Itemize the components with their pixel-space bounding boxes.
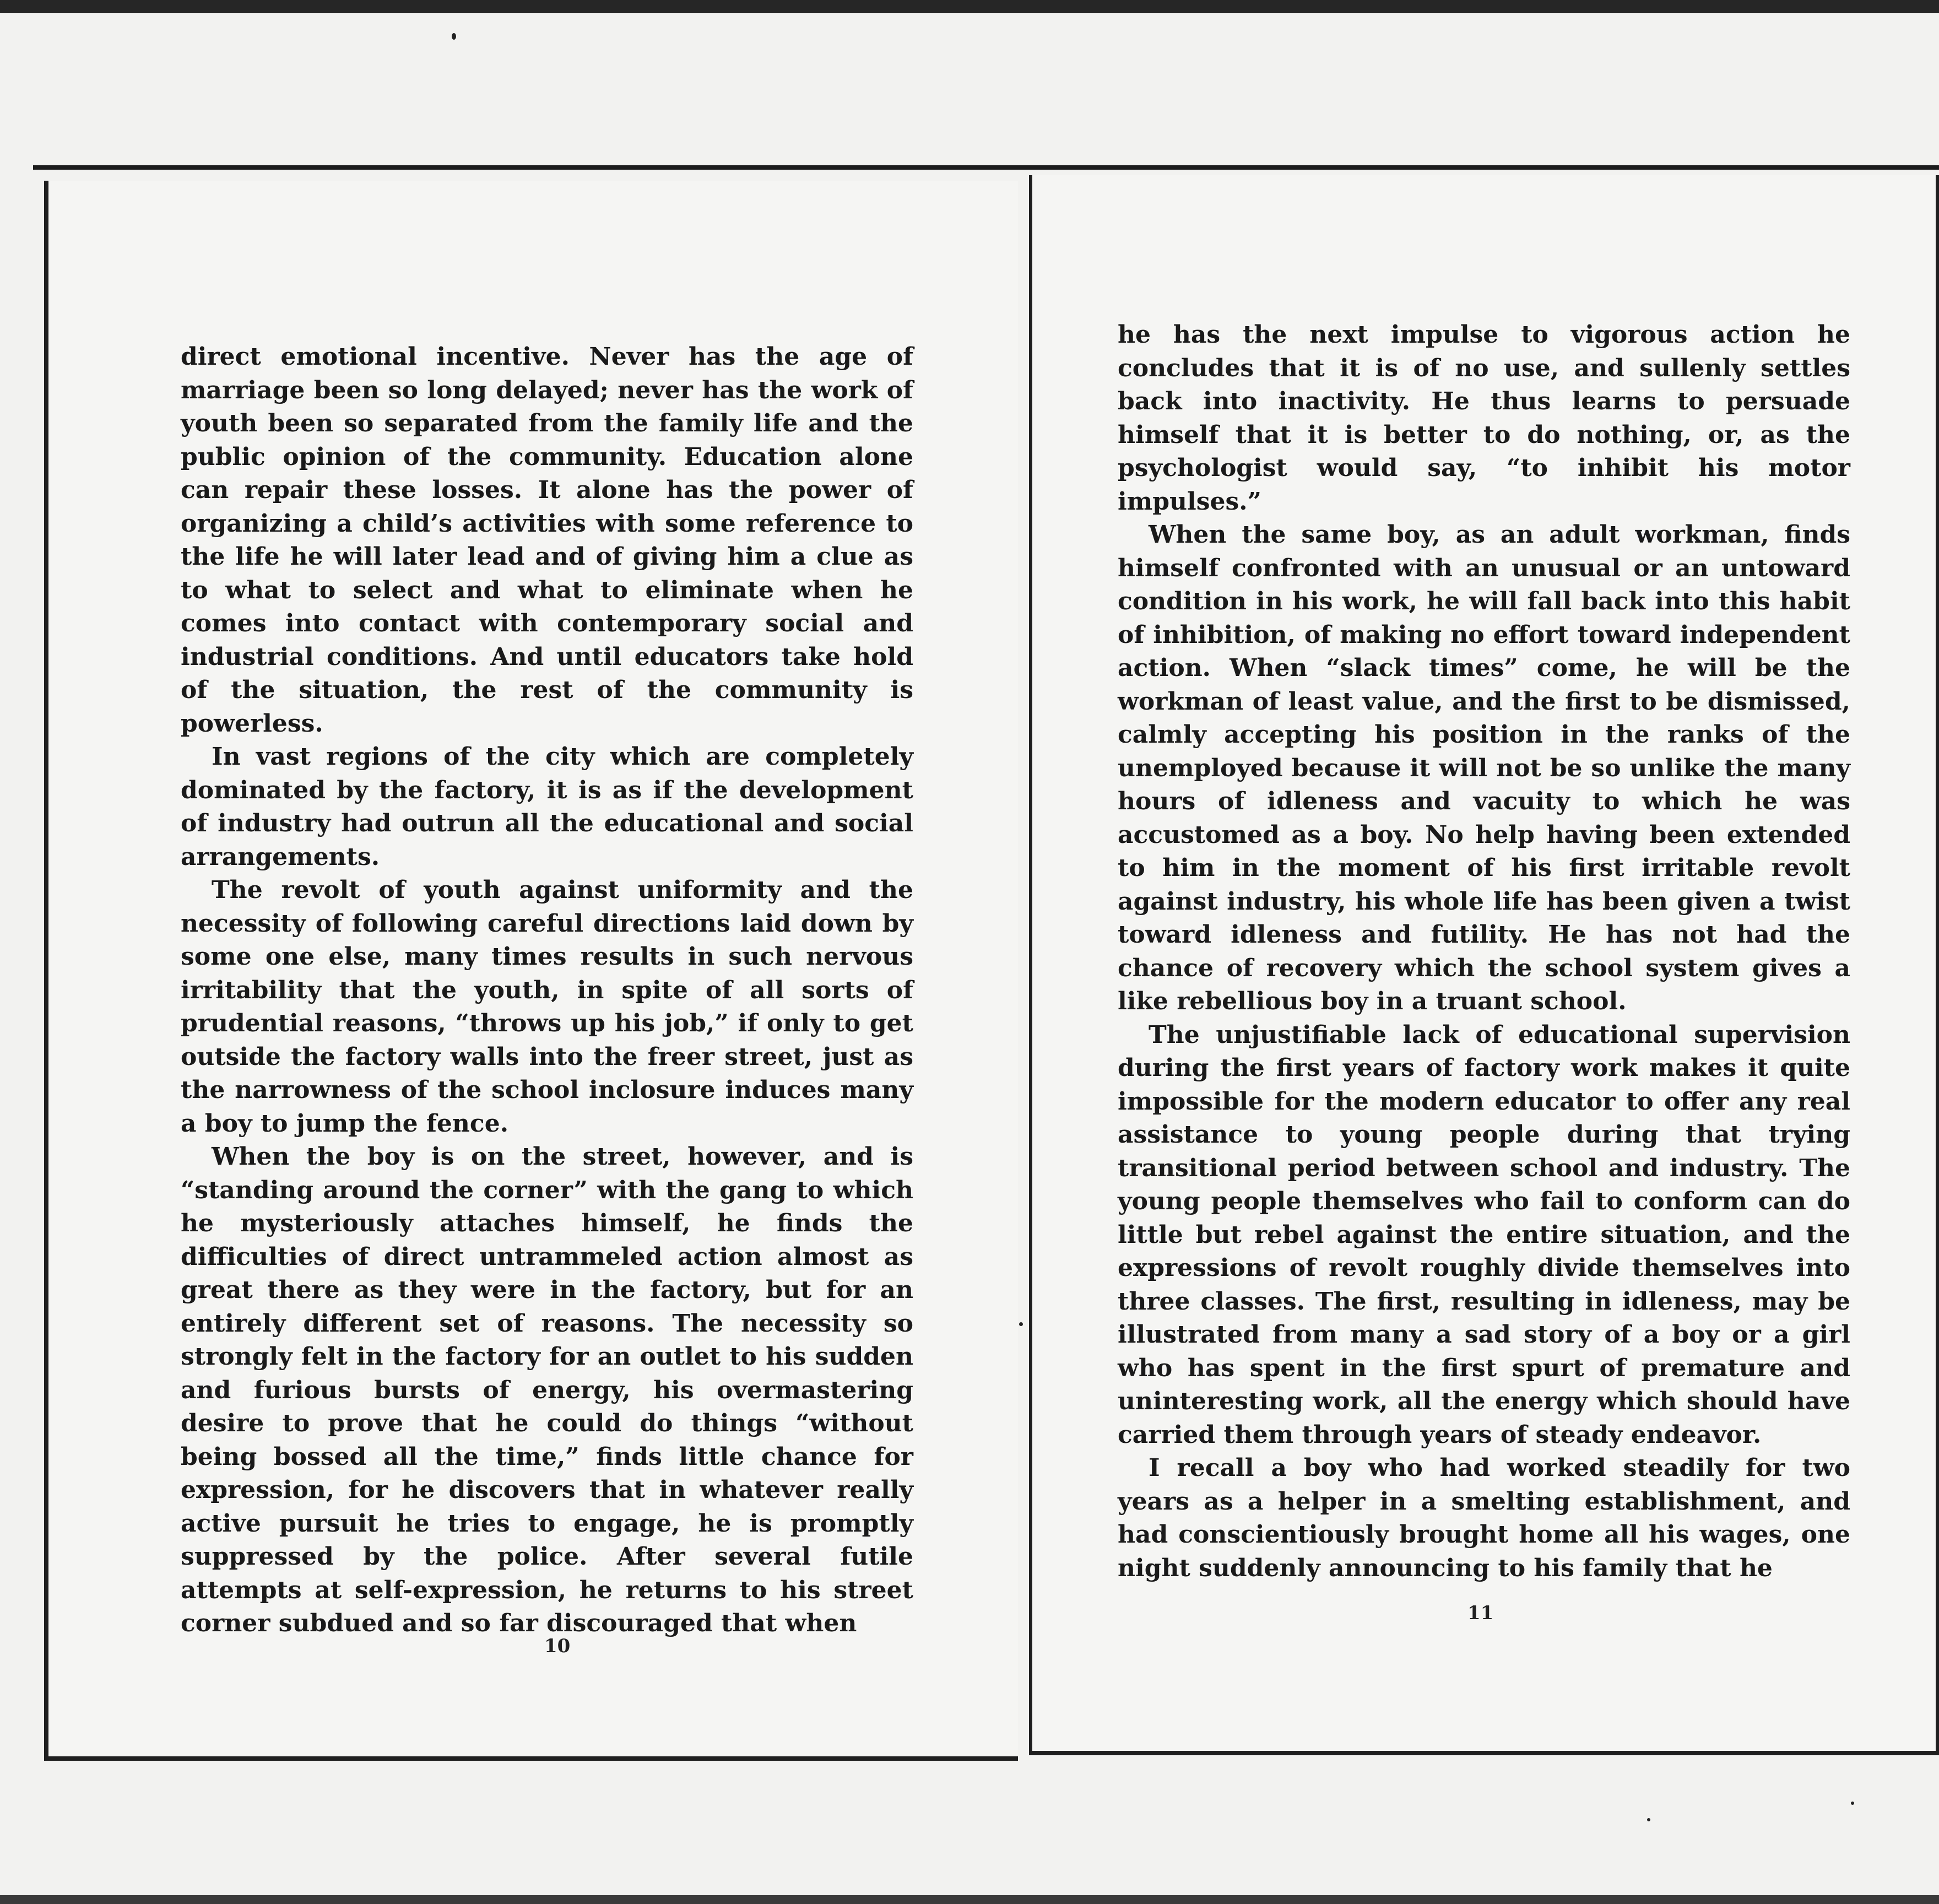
paragraph: I recall a boy who had worked steadily for two years as a helper in a smelting establishment, and had conscientiously brought home all his wages, one night suddenly announcing to his family that he [1118, 1454, 1850, 1582]
paragraph: In vast regions of the city which are completely dominated by the factory, it is as if the development of industry had outrun all the educational and social arrangements. [181, 743, 913, 871]
paragraph: When the boy is on the street, however, and is “standing around the corner” with the gang to which he mysteriously attaches himself, he finds the difficulties of direct untrammeled action almost as great there as they were in the factory, but for an entirely different set of reasons. The necessity so strongly felt in the factory for an outlet to his sudden and furious bursts of energy, his overmastering desire to prove that he could do things “without being bossed all the time,” finds little chance for expression, for he discovers that in whatever really active pursuit he tries to engage, he is promptly suppressed by the police. After several futile attempts at self-expression, he returns to his street corner subdued and so far discouraged that when [181, 1143, 913, 1637]
left-page-text [181, 340, 913, 1641]
paragraph: he has the next impulse to vigorous action he concludes that it is of no use, and sullenly settles back into inactivity. He thus learns to persuade himself that it is better to do nothing, or, as the psychologist would say, “to inhibit his motor impulses.” [1118, 321, 1850, 516]
paragraph: The unjustifiable lack of educational supervision during the first years of factory work makes it quite impossible for the modern educator to offer any real assistance to young people during that trying transitional period between school and industry. The young people themselves who fail to conform can do little but rebel against the entire situation, and the expressions of revolt roughly divide themselves into three classes. The first, resulting in idleness, may be illustrated from many a sad story of a boy or a girl who has spent in the first spurt of premature and uninteresting work, all the energy which should have carried them through years of steady endeavor. [1118, 1020, 1850, 1449]
left-page [44, 181, 1018, 1761]
scan-bottom-edge [0, 1895, 1939, 1904]
open-book [33, 165, 1939, 1778]
page-number: 11 [1467, 1602, 1494, 1624]
paragraph: The revolt of youth against uniformity and the necessity of following careful directions laid down by some one else, many times results in such nervous irritability that the youth, in spite of all sorts of prudential reasons, “throws up his job,” if only to get outside the factory walls into the freer street, just as the narrowness of the school inclosure induces many a boy to jump the fence. [181, 876, 913, 1138]
scan-speck [452, 33, 456, 40]
paragraph: direct emotional incentive. Never has the age of marriage been so long delayed; never has the work of youth been so separated from the family life and the public opinion of the community. Education alone can repair these losses. It alone has the power of organizing a child’s activities with some reference to the life he will later lead and of giving him a clue as to what to select and what to eliminate when he comes into contact with contemporary social and industrial conditions. And until educators take hold of the situation, the rest of the community is powerless. [181, 343, 913, 738]
scan-speck [1851, 1802, 1854, 1805]
right-page [1029, 175, 1939, 1755]
right-page-text [1118, 318, 1850, 1585]
scan-speck [1647, 1818, 1650, 1821]
scan-top-edge [0, 0, 1939, 13]
page-number: 10 [544, 1635, 571, 1657]
paragraph: When the same boy, as an adult workman, finds himself confronted with an unusual or an untoward condition in his work, he will fall back into this habit of inhibition, of making no effort toward independent action. When “slack times” come, he will be the workman of least value, and the first to be dismissed, calmly accepting his position in the ranks of the unemployed because it will not be so unlike the many hours of idleness and vacuity to which he was accustomed as a boy. No help having been extended to him in the moment of his first irritable revolt against industry, his whole life has been given a twist toward idleness and futility. He has not had the chance of recovery which the school system gives a like rebellious boy in a truant school. [1118, 521, 1850, 1015]
